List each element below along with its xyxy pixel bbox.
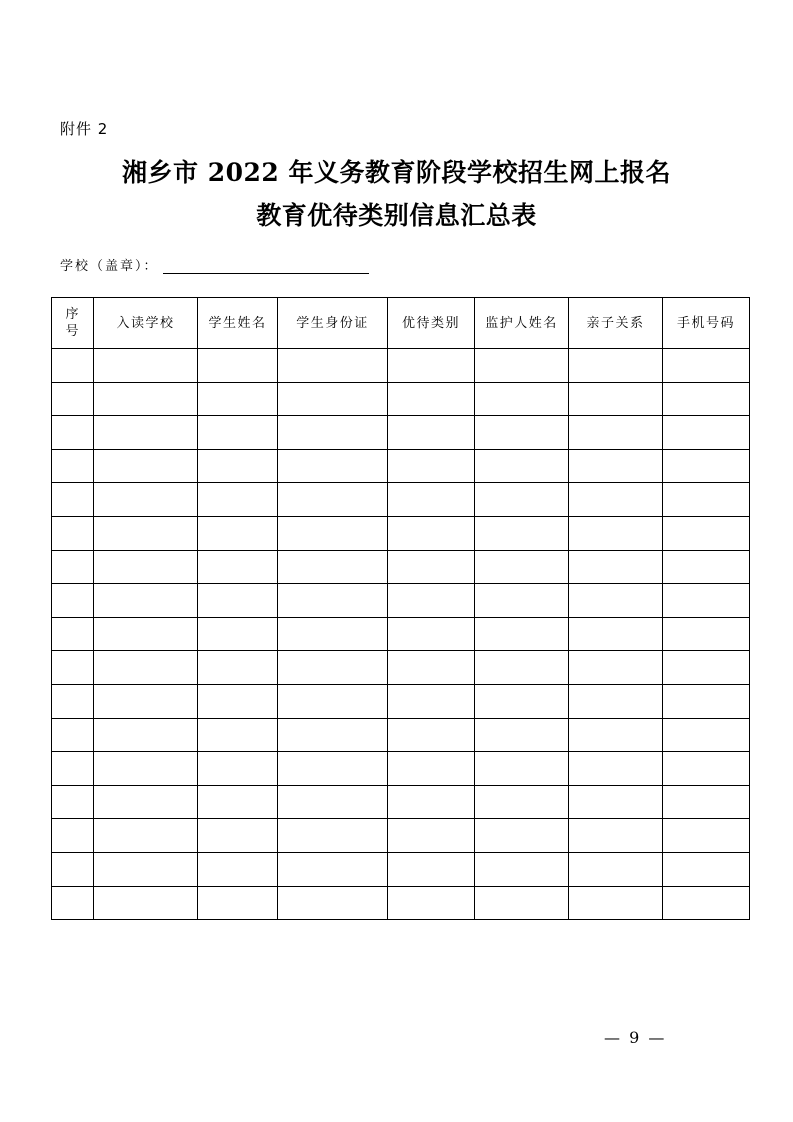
table-cell[interactable]: [388, 852, 475, 886]
table-cell[interactable]: [94, 684, 198, 718]
table-cell[interactable]: [663, 550, 750, 584]
table-cell[interactable]: [278, 684, 388, 718]
table-row: [52, 516, 750, 550]
table-cell[interactable]: [94, 550, 198, 584]
table-cell[interactable]: [569, 785, 663, 819]
table-cell[interactable]: [52, 651, 94, 685]
table-cell[interactable]: [94, 819, 198, 853]
table-cell[interactable]: [52, 852, 94, 886]
table-row: [52, 684, 750, 718]
table-cell[interactable]: [52, 752, 94, 786]
table-cell[interactable]: [52, 718, 94, 752]
table-cell[interactable]: [52, 785, 94, 819]
school-stamp-field: [60, 255, 369, 274]
table-cell[interactable]: [198, 785, 278, 819]
table-cell[interactable]: [52, 584, 94, 618]
attachment-label: 附件 2: [60, 120, 109, 138]
table-cell[interactable]: [278, 819, 388, 853]
table-cell[interactable]: [278, 651, 388, 685]
table-body: [52, 349, 750, 920]
table-cell[interactable]: [388, 752, 475, 786]
table-cell[interactable]: [663, 416, 750, 450]
table-cell[interactable]: [198, 718, 278, 752]
table-cell[interactable]: [198, 382, 278, 416]
table-cell[interactable]: [198, 550, 278, 584]
header-cell-school: 入读学校: [94, 298, 198, 349]
header-cell-student-id: 学生身份证: [278, 298, 388, 349]
table-cell[interactable]: [198, 349, 278, 383]
summary-table: [51, 297, 750, 920]
document-title-line-1: 湘乡市 2022 年义务教育阶段学校招生网上报名: [122, 158, 671, 187]
table-cell[interactable]: [198, 617, 278, 651]
table-cell[interactable]: [278, 349, 388, 383]
table-row: [52, 416, 750, 450]
table-cell[interactable]: [663, 785, 750, 819]
table-cell[interactable]: [388, 416, 475, 450]
table-row: [52, 483, 750, 517]
table-row: [52, 651, 750, 685]
table-cell[interactable]: [198, 651, 278, 685]
table-cell[interactable]: [663, 684, 750, 718]
table-cell[interactable]: [278, 416, 388, 450]
table-cell[interactable]: [198, 584, 278, 618]
table-cell[interactable]: [94, 483, 198, 517]
table-row: [52, 584, 750, 618]
table-cell[interactable]: [94, 349, 198, 383]
table-cell[interactable]: [475, 684, 569, 718]
table-cell[interactable]: [475, 886, 569, 920]
table-cell[interactable]: [663, 886, 750, 920]
table-cell[interactable]: [475, 651, 569, 685]
table-cell[interactable]: [663, 449, 750, 483]
table-cell[interactable]: [475, 349, 569, 383]
table-cell[interactable]: [475, 617, 569, 651]
table-cell[interactable]: [388, 550, 475, 584]
table-cell[interactable]: [198, 684, 278, 718]
table-cell[interactable]: [663, 617, 750, 651]
table-cell[interactable]: [278, 886, 388, 920]
table-cell[interactable]: [94, 416, 198, 450]
table-cell[interactable]: [569, 617, 663, 651]
table-cell[interactable]: [569, 550, 663, 584]
table-cell[interactable]: [569, 684, 663, 718]
table-cell[interactable]: [198, 416, 278, 450]
header-cell-guardian-name: 监护人姓名: [475, 298, 569, 349]
table-cell[interactable]: [198, 449, 278, 483]
table-cell[interactable]: [388, 349, 475, 383]
table-cell[interactable]: [94, 852, 198, 886]
table-cell[interactable]: [52, 349, 94, 383]
table-cell[interactable]: [475, 718, 569, 752]
table-cell[interactable]: [475, 785, 569, 819]
table-cell[interactable]: [569, 483, 663, 517]
table-cell[interactable]: [569, 516, 663, 550]
header-cell-phone: 手机号码: [663, 298, 750, 349]
table-cell[interactable]: [569, 416, 663, 450]
table-cell[interactable]: [663, 651, 750, 685]
table-cell[interactable]: [94, 718, 198, 752]
table-cell[interactable]: [475, 483, 569, 517]
table-cell[interactable]: [663, 852, 750, 886]
table-cell[interactable]: [663, 483, 750, 517]
table-cell[interactable]: [388, 651, 475, 685]
table-cell[interactable]: [94, 382, 198, 416]
table-cell[interactable]: [388, 382, 475, 416]
table-cell[interactable]: [198, 886, 278, 920]
page-number: — 9 —: [604, 1028, 667, 1047]
table-cell[interactable]: [198, 852, 278, 886]
school-stamp-label: 学校（盖章）：: [60, 259, 159, 274]
table-cell[interactable]: [94, 617, 198, 651]
table-row: [52, 886, 750, 920]
table-row: [52, 349, 750, 383]
table-cell[interactable]: [278, 550, 388, 584]
table-cell[interactable]: [52, 819, 94, 853]
table-row: [52, 617, 750, 651]
table-cell[interactable]: [569, 584, 663, 618]
table-cell[interactable]: [94, 516, 198, 550]
header-cell-index: [52, 298, 94, 349]
header-index-text: 序号: [65, 307, 81, 339]
table-cell[interactable]: [198, 752, 278, 786]
table-cell[interactable]: [475, 752, 569, 786]
table-cell[interactable]: [278, 752, 388, 786]
table-cell[interactable]: [475, 382, 569, 416]
table-cell[interactable]: [52, 483, 94, 517]
table-cell[interactable]: [569, 449, 663, 483]
table-cell[interactable]: [663, 819, 750, 853]
table-cell[interactable]: [52, 617, 94, 651]
table-cell[interactable]: [475, 819, 569, 853]
table-cell[interactable]: [278, 382, 388, 416]
table-cell[interactable]: [278, 584, 388, 618]
table-cell[interactable]: [198, 819, 278, 853]
table-cell[interactable]: [569, 819, 663, 853]
table-cell[interactable]: [388, 516, 475, 550]
table-cell[interactable]: [475, 852, 569, 886]
table-cell[interactable]: [663, 584, 750, 618]
table-cell[interactable]: [388, 684, 475, 718]
table-cell[interactable]: [475, 449, 569, 483]
document-title-line-2: 教育优待类别信息汇总表: [256, 201, 537, 230]
table-header-row: [52, 298, 750, 349]
table-cell[interactable]: [278, 516, 388, 550]
table-cell[interactable]: [569, 349, 663, 383]
table-cell[interactable]: [198, 483, 278, 517]
table-cell[interactable]: [94, 449, 198, 483]
table-cell[interactable]: [388, 483, 475, 517]
table-cell[interactable]: [198, 516, 278, 550]
table-cell[interactable]: [663, 752, 750, 786]
header-cell-student-name: 学生姓名: [198, 298, 278, 349]
table-cell[interactable]: [52, 449, 94, 483]
table-row: [52, 785, 750, 819]
table-cell[interactable]: [278, 617, 388, 651]
table-cell[interactable]: [569, 651, 663, 685]
table-cell[interactable]: [94, 752, 198, 786]
table-cell[interactable]: [52, 516, 94, 550]
table-row: [52, 819, 750, 853]
table-row: [52, 382, 750, 416]
table-cell[interactable]: [94, 584, 198, 618]
table-cell[interactable]: [388, 819, 475, 853]
table-cell[interactable]: [278, 718, 388, 752]
table-cell[interactable]: [388, 617, 475, 651]
table-cell[interactable]: [388, 584, 475, 618]
table-cell[interactable]: [663, 718, 750, 752]
table-cell[interactable]: [569, 852, 663, 886]
school-stamp-blank-line[interactable]: [163, 259, 369, 274]
table-row: [52, 449, 750, 483]
table-cell[interactable]: [475, 516, 569, 550]
table-cell[interactable]: [278, 449, 388, 483]
table-cell[interactable]: [663, 516, 750, 550]
table-cell[interactable]: [52, 550, 94, 584]
table-cell[interactable]: [475, 550, 569, 584]
table-cell[interactable]: [388, 785, 475, 819]
table-cell[interactable]: [663, 382, 750, 416]
table-row: [52, 852, 750, 886]
table-cell[interactable]: [52, 416, 94, 450]
table-row: [52, 550, 750, 584]
table-cell[interactable]: [94, 651, 198, 685]
table-cell[interactable]: [94, 886, 198, 920]
table-cell[interactable]: [475, 416, 569, 450]
table-cell[interactable]: [569, 382, 663, 416]
table-cell[interactable]: [569, 752, 663, 786]
table-cell[interactable]: [278, 483, 388, 517]
table-cell[interactable]: [94, 785, 198, 819]
table-cell[interactable]: [388, 886, 475, 920]
table-cell[interactable]: [569, 718, 663, 752]
table-cell[interactable]: [388, 449, 475, 483]
table-row: [52, 718, 750, 752]
table-row: [52, 752, 750, 786]
table-cell[interactable]: [569, 886, 663, 920]
table-cell[interactable]: [278, 852, 388, 886]
table-cell[interactable]: [52, 382, 94, 416]
table-cell[interactable]: [52, 886, 94, 920]
table-cell[interactable]: [388, 718, 475, 752]
header-cell-relationship: 亲子关系: [569, 298, 663, 349]
table-cell[interactable]: [52, 684, 94, 718]
table-cell[interactable]: [475, 584, 569, 618]
table-cell[interactable]: [278, 785, 388, 819]
table-cell[interactable]: [663, 349, 750, 383]
header-cell-category: 优待类别: [388, 298, 475, 349]
